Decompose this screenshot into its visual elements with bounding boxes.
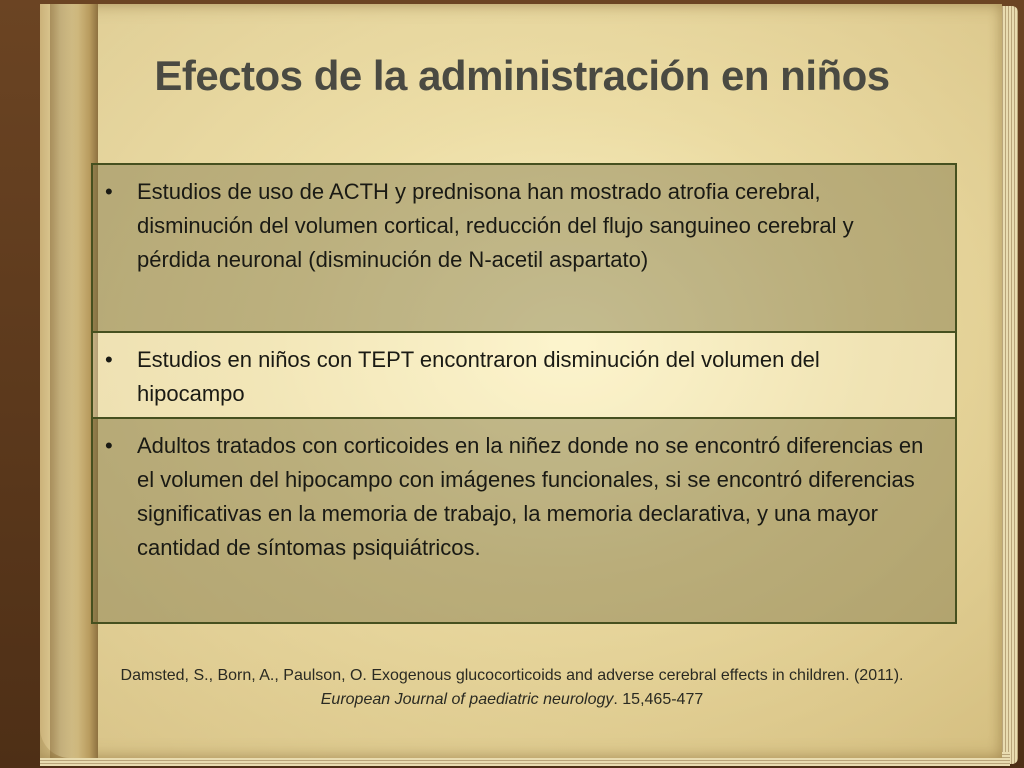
citation (100, 664, 924, 712)
citation-pages: . 15,465-477 (613, 691, 704, 708)
slide-title: Efectos de la administración en niños (154, 52, 890, 99)
spine-shadow (50, 4, 78, 758)
bullet-icon: • (105, 433, 113, 458)
citation-journal: European Journal of paediatric neurology (320, 691, 614, 708)
bullet-row-1 (93, 165, 955, 333)
bullet-row-2 (93, 333, 955, 419)
citation-authors: Damsted, S., Born, A., Paulson, O. Exogenous glucocorticoids and adverse cerebral effects in children. (2011). (120, 667, 904, 684)
bullet-text-3: Adultos tratados con corticoides en la niñez donde no se encontró diferencias en el volumen del hipocampo con imágenes funcionales, si se encontró diferencias significativas en la memoria de trabajo, la memoria declarativa, y una mayor cantidad de síntomas psiquiátricos. (137, 433, 924, 560)
bullet-icon: • (105, 179, 113, 204)
bullet-table (91, 163, 957, 624)
bullet-row-3 (93, 419, 955, 622)
bullet-text-2: Estudios en niños con TEPT encontraron disminución del volumen del hipocampo (137, 347, 820, 406)
bullet-text-1: Estudios de uso de ACTH y prednisona han mostrado atrofia cerebral, disminución del volumen cortical, reducción del flujo sanguineo cerebral y pérdida neuronal (disminución de N-acetil aspartato) (137, 179, 854, 272)
bullet-icon: • (105, 347, 113, 372)
